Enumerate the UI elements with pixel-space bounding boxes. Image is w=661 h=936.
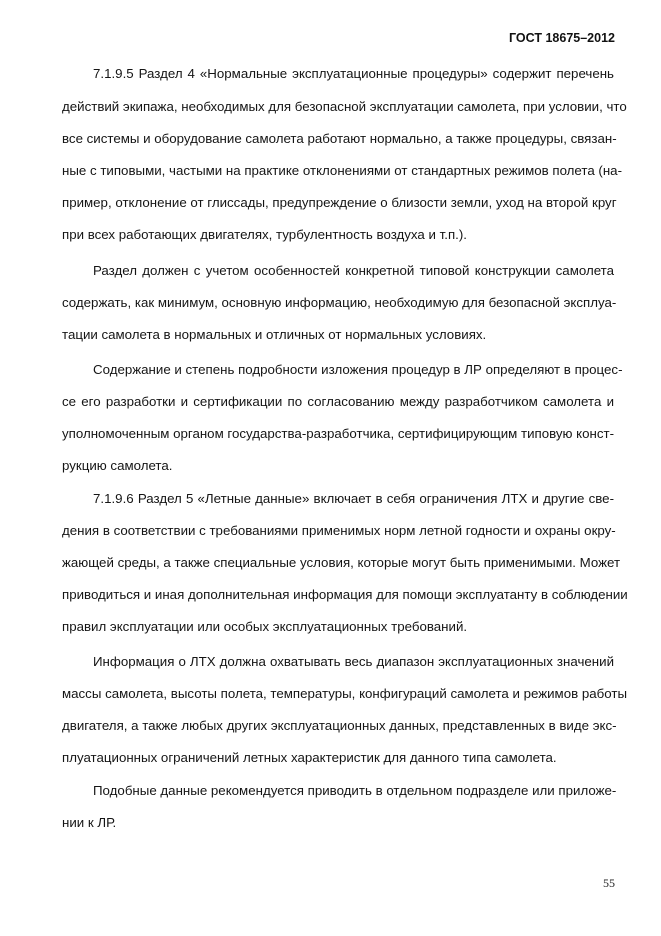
text-line: ные с типовыми, частыми на практике отклонениями от стандартных режимов полета (на- bbox=[62, 163, 623, 178]
text-line: рукцию самолета. bbox=[62, 458, 173, 473]
text-line: содержать, как минимум, основную информацию, необходимую для безопасной эксплуа- bbox=[62, 295, 617, 310]
text-line: тации самолета в нормальных и отличных от нормальных условиях. bbox=[62, 327, 487, 342]
text-line: плуатационных ограничений летных характеристик для данного типа самолета. bbox=[62, 750, 557, 765]
text-line: нии к ЛР. bbox=[62, 815, 117, 830]
page-number: 55 bbox=[603, 876, 615, 890]
document-header-id: ГОСТ 18675–2012 bbox=[509, 31, 615, 45]
text-line: Раздел должен с учетом особенностей конкретной типовой конструкции самолета bbox=[93, 263, 614, 278]
text-line: при всех работающих двигателях, турбулентность воздуха и т.п.). bbox=[62, 227, 467, 242]
text-line: уполномоченным органом государства-разработчика, сертифицирующим типовую конст- bbox=[62, 426, 615, 441]
text-line: 7.1.9.5 Раздел 4 «Нормальные эксплуатационные процедуры» содержит перечень bbox=[93, 66, 614, 81]
text-line: правил эксплуатации или особых эксплуатационных требований. bbox=[62, 619, 468, 634]
text-line: пример, отклонение от глиссады, предупреждение о близости земли, уход на второй круг bbox=[62, 195, 617, 210]
text-line: приводиться и иная дополнительная информация для помощи эксплуатанту в соблюдении bbox=[62, 587, 628, 602]
text-line: Подобные данные рекомендуется приводить в отдельном подразделе или приложе- bbox=[93, 783, 617, 798]
text-line: двигателя, а также любых других эксплуатационных данных, представленных в виде экс- bbox=[62, 718, 617, 733]
text-line: дения в соответствии с требованиями применимых норм летной годности и охраны окру- bbox=[62, 523, 616, 538]
text-line: жающей среды, а также специальные условия, которые могут быть применимыми. Может bbox=[62, 555, 621, 570]
text-line: действий экипажа, необходимых для безопасной эксплуатации самолета, при условии, что bbox=[62, 99, 627, 114]
text-line: 7.1.9.6 Раздел 5 «Летные данные» включает в себя ограничения ЛТХ и другие све- bbox=[93, 491, 614, 506]
text-line: се его разработки и сертификации по согласованию между разработчиком самолета и bbox=[62, 394, 614, 409]
text-line: Содержание и степень подробности изложения процедур в ЛР определяют в процес- bbox=[93, 362, 623, 377]
text-line: Информация о ЛТХ должна охватывать весь диапазон эксплуатационных значений bbox=[93, 654, 614, 669]
text-line: все системы и оборудование самолета работают нормально, а также процедуры, связан- bbox=[62, 131, 617, 146]
text-line: массы самолета, высоты полета, температуры, конфигураций самолета и режимов работы bbox=[62, 686, 628, 701]
